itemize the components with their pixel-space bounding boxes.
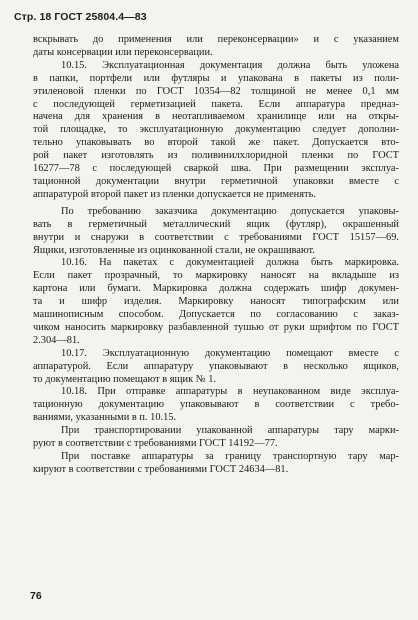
text-line: 10.18. При отправке аппаратуры в неупакованном виде эксплуа-	[61, 386, 399, 398]
text-line: кируют в соответствии с требованиями ГОСТ 24634—81.	[33, 463, 289, 475]
text-line: При поставке аппаратуры за границу транспортную тару мар-	[61, 451, 399, 462]
text-line: 10.17. Эксплуатационную документацию помещают вместе с	[61, 347, 399, 359]
body-text	[33, 34, 399, 477]
text-line: 16277—78 с последующей сваркой шва. При размещении эксплуа-	[33, 163, 399, 175]
text-line: руют в соответствии с требованиями ГОСТ 14192—77.	[33, 438, 278, 450]
text-line: в папки, портфели или футляры и упакована в пакеты из поли-	[33, 72, 399, 84]
text-line: Если пакет прозрачный, то маркировку наносят на вкладыше из	[33, 270, 399, 282]
text-line: тельно упаковывать во второй такой же пакет. Допускается вто-	[33, 137, 399, 149]
text-line: тационную документацию упаковывают в соответствии с требо-	[33, 399, 399, 411]
text-line: аппаратурой. Если аппаратуру упаковывают в несколько ящиков,	[33, 360, 399, 372]
text-line: вскрывать до применения или переконсервации» и с указанием	[33, 34, 399, 45]
page-number: 76	[30, 590, 42, 602]
text-line: внутри и снаружи в соответствии с требованиями ГОСТ 15157—69.	[33, 231, 399, 243]
text-line: 2.304—81.	[33, 334, 80, 346]
text-line: начена для хранения в неотапливаемом хранилище или на откры-	[33, 111, 399, 123]
text-line: вать в герметичный металлический ящик (футляр), окрашенный	[33, 218, 399, 230]
text-line: ваниями, указанными в п. 10.15.	[33, 412, 177, 424]
text-line: с последующей герметизацией пакета. Если аппаратура предназ-	[33, 98, 399, 110]
text-line: 10.15. Эксплуатационная документация должна быть уложена	[61, 59, 399, 71]
page-header: Стр. 18 ГОСТ 25804.4—83	[14, 11, 147, 23]
text-line: По требованию заказчика документацию допускается упаковы-	[61, 205, 399, 217]
text-line: рой пакет изготовлять из поливинилхлоридной пленки по ГОСТ	[33, 150, 399, 162]
text-line: тационной документации внутри герметичной упаковки вместе с	[33, 175, 399, 187]
text-line: та и шифр изделия. Маркировку наносят типографским или	[33, 296, 399, 308]
text-line: даты консервации или переконсервации.	[33, 46, 213, 58]
text-line: Ящики, изготовленные из оцинкованной стали, не окрашивают.	[33, 244, 315, 256]
text-line: машинописным способом. Допускается по согласованию с заказ-	[33, 309, 399, 321]
text-line: картона или бумаги. Маркировка должна содержать шифр докумен-	[33, 283, 399, 295]
text-line: 10.16. На пакетах с документацией должна быть маркировка.	[61, 257, 399, 269]
text-line: При транспортировании упакованной аппаратуры тару марки-	[61, 425, 399, 437]
text-line: той площадке, то эксплуатационную документацию следует дополни-	[33, 124, 399, 136]
text-line: аппаратурой второй пакет из пленки допускается не применять.	[33, 188, 316, 200]
text-line: то документацию помещают в ящик № 1.	[33, 373, 217, 385]
text-line: чиком наносить маркировку разбавленной тушью от руки шрифтом по ГОСТ	[33, 321, 399, 333]
text-line: этиленовой пленки по ГОСТ 10354—82 толщиной не менее 0,1 мм	[33, 85, 399, 97]
